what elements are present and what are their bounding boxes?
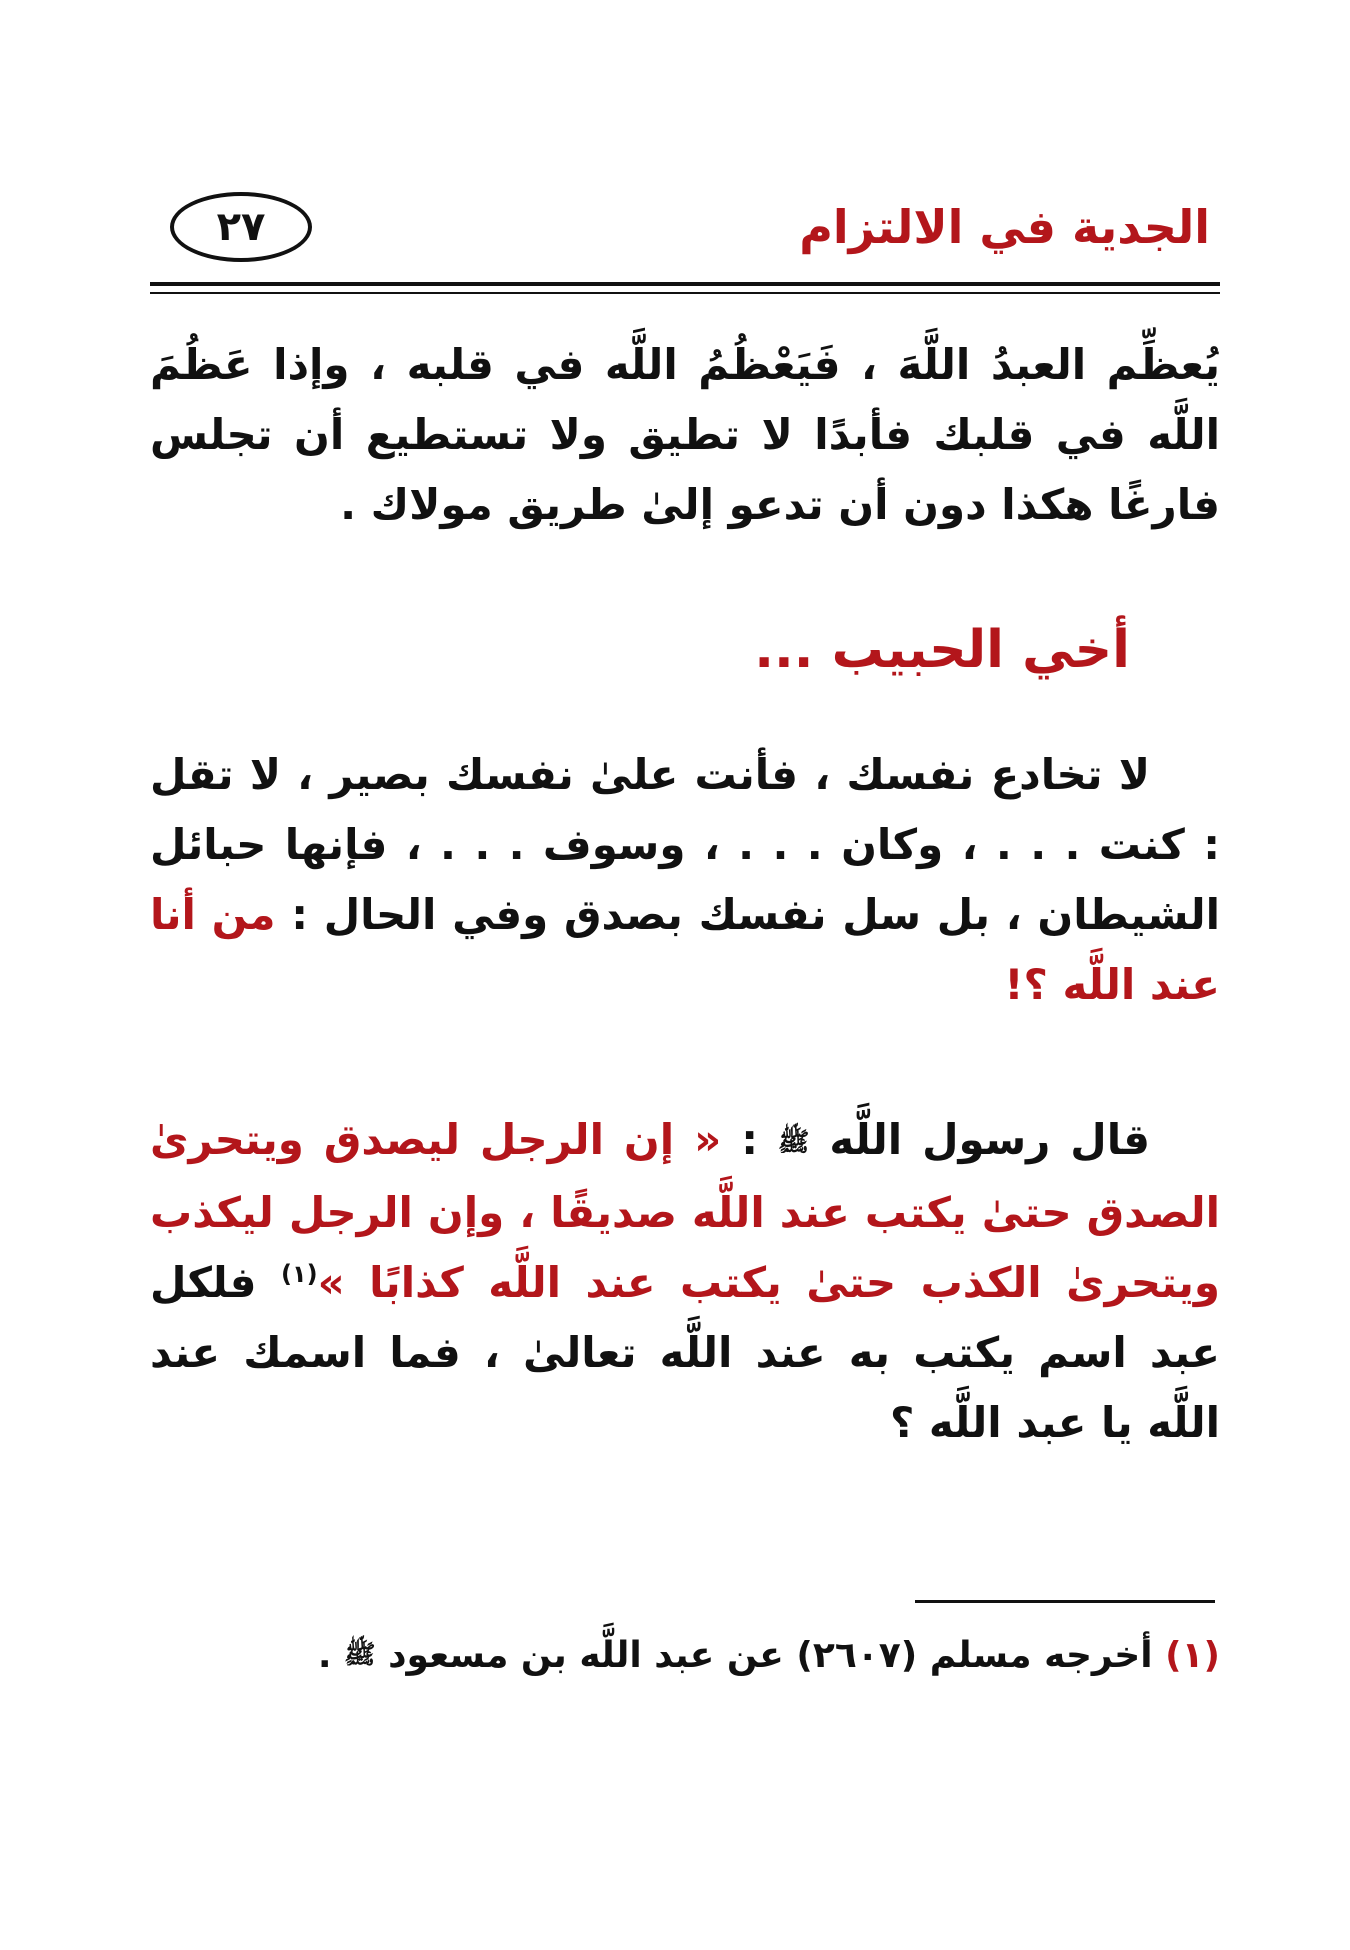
footnote-text: أخرجه مسلم (٢٦٠٧) عن عبد اللَّه بن مسعود [375,1635,1166,1676]
paragraph-1-text: يُعظِّم العبدُ اللَّهَ ، فَيَعْظُمُ اللَّه في قلبه ، وإذا عَظُمَ اللَّه في قلبك فأبدًا لا تطيق ولا تستطيع أن تجلس فارغًا هكذا دون أن تدعو إلىٰ طريق مولاك . [150,340,1220,529]
footnote-reference[interactable]: (١) [281,1259,318,1288]
hadith-quote: « إن الرجل ليصدق ويتحرىٰ الصدق حتىٰ يكتب عند اللَّه صديقًا ، وإن الرجل ليكذب ويتحرىٰ الكذب حتىٰ يكتب عند اللَّه كذابًا » [150,1115,1220,1307]
paragraph-3-colon: : [721,1115,778,1164]
page-number-badge [170,192,312,262]
footnote [150,1635,1220,1676]
paragraph-2-text: لا تخادع نفسك ، فأنت علىٰ نفسك بصير ، لا تقل : كنت . . . ، وكان . . . ، وسوف . . . ، فإنها حبائل الشيطان ، بل سل نفسك بصدق وفي الحال : [150,750,1220,939]
honorific-glyph: ﷺ [777,1127,810,1158]
header-rule-thick [150,282,1220,286]
paragraph-3-lead: قال رسول اللَّه [809,1115,1150,1164]
paragraph-3 [150,1105,1220,1458]
paragraph-2 [150,740,1220,1020]
paragraph-2-highlight: من أنا عند اللَّه ؟! [150,890,1220,1009]
header-rule-thin [150,292,1220,294]
footnote-end: . [317,1635,345,1676]
running-title: الجدية في الالتزام [799,200,1210,254]
page-number: ٢٧ [216,204,266,250]
footnote-honorific-glyph: ﷺ [344,1640,376,1670]
paragraph-1 [150,330,1220,540]
footnote-separator [915,1600,1215,1603]
section-subheading: أخي الحبيب ... [754,620,1130,680]
paragraph-3-tail: فلكل عبد اسم يكتب به عند اللَّه تعالىٰ ، فما اسمك عند اللَّه يا عبد اللَّه ؟ [150,1257,1220,1447]
footnote-marker: (١) [1165,1635,1220,1676]
